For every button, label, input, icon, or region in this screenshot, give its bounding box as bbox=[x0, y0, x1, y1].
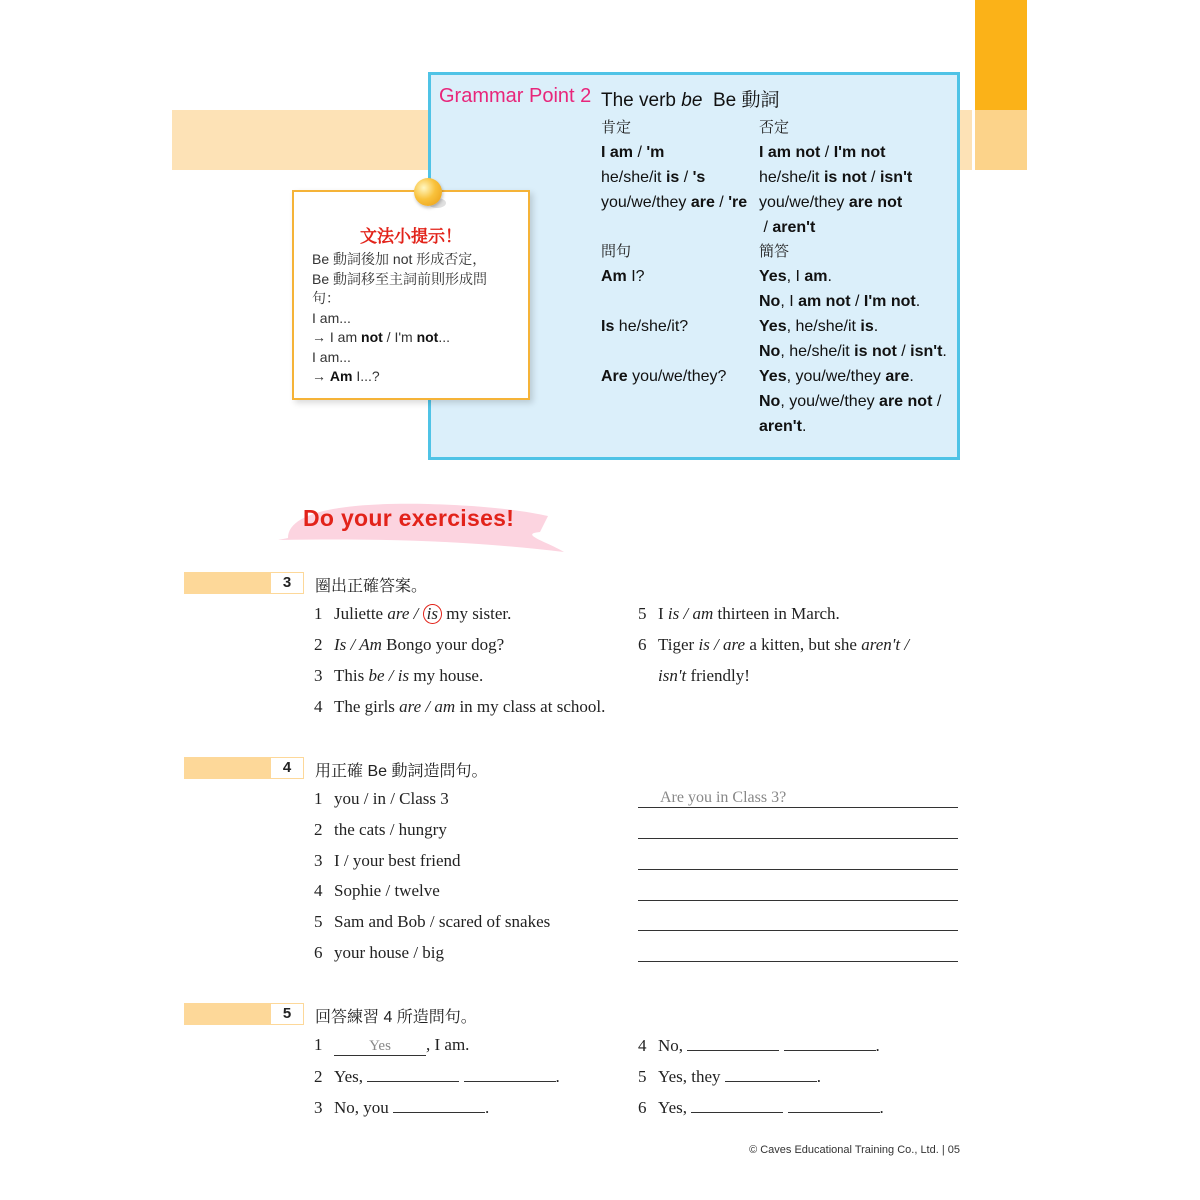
answer-blank[interactable] bbox=[687, 1035, 779, 1051]
short-answer-column bbox=[759, 239, 947, 439]
short-answer-row: No, he/she/it is not / isn't. bbox=[759, 343, 947, 360]
exercise-4-item: 6 your house / big bbox=[314, 943, 445, 962]
question-row: Am I? bbox=[601, 268, 645, 285]
exercise-5-item-3: 3 No, you . bbox=[314, 1098, 490, 1117]
model-answer[interactable]: Yes bbox=[334, 1040, 426, 1056]
exercise-4-instruction: 用正確 Be 動詞造問句。 bbox=[315, 763, 488, 780]
page-tab-orange bbox=[975, 0, 1027, 110]
grammar-point-title: The verb be Be 動詞 bbox=[601, 90, 780, 111]
short-answer-heading: 簡答 bbox=[759, 243, 790, 260]
exercises-banner: Do your exercises! bbox=[303, 505, 515, 531]
exercise-4-item: 2 the cats / hungry bbox=[314, 820, 447, 839]
page-footer: © Caves Educational Training Co., Ltd. | 05 bbox=[749, 1144, 960, 1156]
short-answer-row: Yes, he/she/it is. bbox=[759, 318, 879, 335]
exercise-5-number: 5 bbox=[270, 1003, 304, 1025]
exercise-3-item-4: 4 The girls are / am in my class at school. bbox=[314, 697, 606, 716]
short-answer-row: aren't. bbox=[759, 418, 807, 435]
exercise-3-instruction: 圈出正確答案。 bbox=[315, 578, 428, 595]
affirmative-row: I am / 'm bbox=[601, 144, 665, 161]
exercise-3-item-6: 6 Tiger is / are a kitten, but she aren't / bbox=[638, 635, 910, 654]
exercise-5-instruction: 回答練習 4 所造問句。 bbox=[315, 1009, 477, 1026]
answer-line[interactable] bbox=[638, 848, 958, 870]
header-strip-accent bbox=[975, 110, 1027, 170]
exercise-3-item-6-continued: isn't friendly! bbox=[658, 666, 750, 685]
short-answer-row: Yes, you/we/they are. bbox=[759, 368, 914, 385]
answer-blank[interactable] bbox=[725, 1066, 817, 1082]
exercise-4-item: 3 I / your best friend bbox=[314, 851, 461, 870]
exercise-3-item-5: 5 I is / am thirteen in March. bbox=[638, 604, 840, 623]
answer-line[interactable] bbox=[638, 940, 958, 962]
exercise-5-item-4: 4 No, . bbox=[638, 1036, 880, 1055]
answer-blank[interactable] bbox=[691, 1097, 783, 1113]
negative-row: you/we/they are not / aren't bbox=[759, 194, 903, 236]
exercise-3-item-1: 1 Juliette are / is my sister. bbox=[314, 604, 512, 623]
exercise-4-item: 1 you / in / Class 3 bbox=[314, 789, 449, 808]
negative-column bbox=[759, 115, 957, 240]
exercise-4-item: 4 Sophie / twelve bbox=[314, 881, 440, 900]
grammar-point-label: Grammar Point 2 bbox=[439, 85, 592, 107]
answer-line[interactable] bbox=[638, 817, 958, 839]
affirmative-row: you/we/they are / 're bbox=[601, 194, 748, 211]
exercise-5-item-6: 6 Yes, . bbox=[638, 1098, 884, 1117]
circled-answer: is bbox=[423, 604, 442, 624]
answer-blank[interactable] bbox=[367, 1066, 459, 1082]
exercise-3-number: 3 bbox=[270, 572, 304, 594]
pushpin-icon bbox=[414, 178, 442, 206]
affirmative-column bbox=[601, 115, 747, 215]
question-column bbox=[601, 239, 726, 389]
short-answer-row: No, I am not / I'm not. bbox=[759, 293, 921, 310]
exercise-5-item-2: 2 Yes, . bbox=[314, 1067, 560, 1086]
tip-body: Be 動詞後加 not 形成否定， Be 動詞移至主詞前則形成問 句： I am... → I am not / I'm not... I am... → Am I...? bbox=[312, 251, 488, 384]
affirmative-heading: 肯定 bbox=[601, 119, 632, 136]
exercise-4-number: 4 bbox=[270, 757, 304, 779]
question-row: Is he/she/it? bbox=[601, 318, 689, 335]
exercise-4-item: 5 Sam and Bob / scared of snakes bbox=[314, 912, 551, 931]
question-row: Are you/we/they? bbox=[601, 368, 727, 385]
answer-line[interactable] bbox=[638, 909, 958, 931]
question-heading: 問句 bbox=[601, 243, 632, 260]
exercise-5-item-1: 1 Yes , I am. bbox=[314, 1035, 470, 1054]
grammar-tip-note bbox=[292, 190, 530, 400]
short-answer-row: Yes, I am. bbox=[759, 268, 832, 285]
model-answer: Are you in Class 3? bbox=[660, 789, 787, 806]
answer-blank[interactable] bbox=[464, 1066, 556, 1082]
exercise-5-item-5: 5 Yes, they . bbox=[638, 1067, 822, 1086]
short-answer-row: No, you/we/they are not / bbox=[759, 393, 942, 410]
negative-row: I am not / I'm not bbox=[759, 144, 886, 161]
exercise-3-item-2: 2 Is / Am Bongo your dog? bbox=[314, 635, 505, 654]
answer-line[interactable] bbox=[638, 879, 958, 901]
negative-heading: 否定 bbox=[759, 119, 790, 136]
answer-blank[interactable] bbox=[784, 1035, 876, 1051]
negative-row: he/she/it is not / isn't bbox=[759, 169, 913, 186]
affirmative-row: he/she/it is / 's bbox=[601, 169, 706, 186]
exercise-3-item-3: 3 This be / is my house. bbox=[314, 666, 484, 685]
answer-blank[interactable] bbox=[788, 1097, 880, 1113]
tip-title: 文法小提示！ bbox=[360, 227, 462, 246]
answer-blank[interactable] bbox=[393, 1097, 485, 1113]
